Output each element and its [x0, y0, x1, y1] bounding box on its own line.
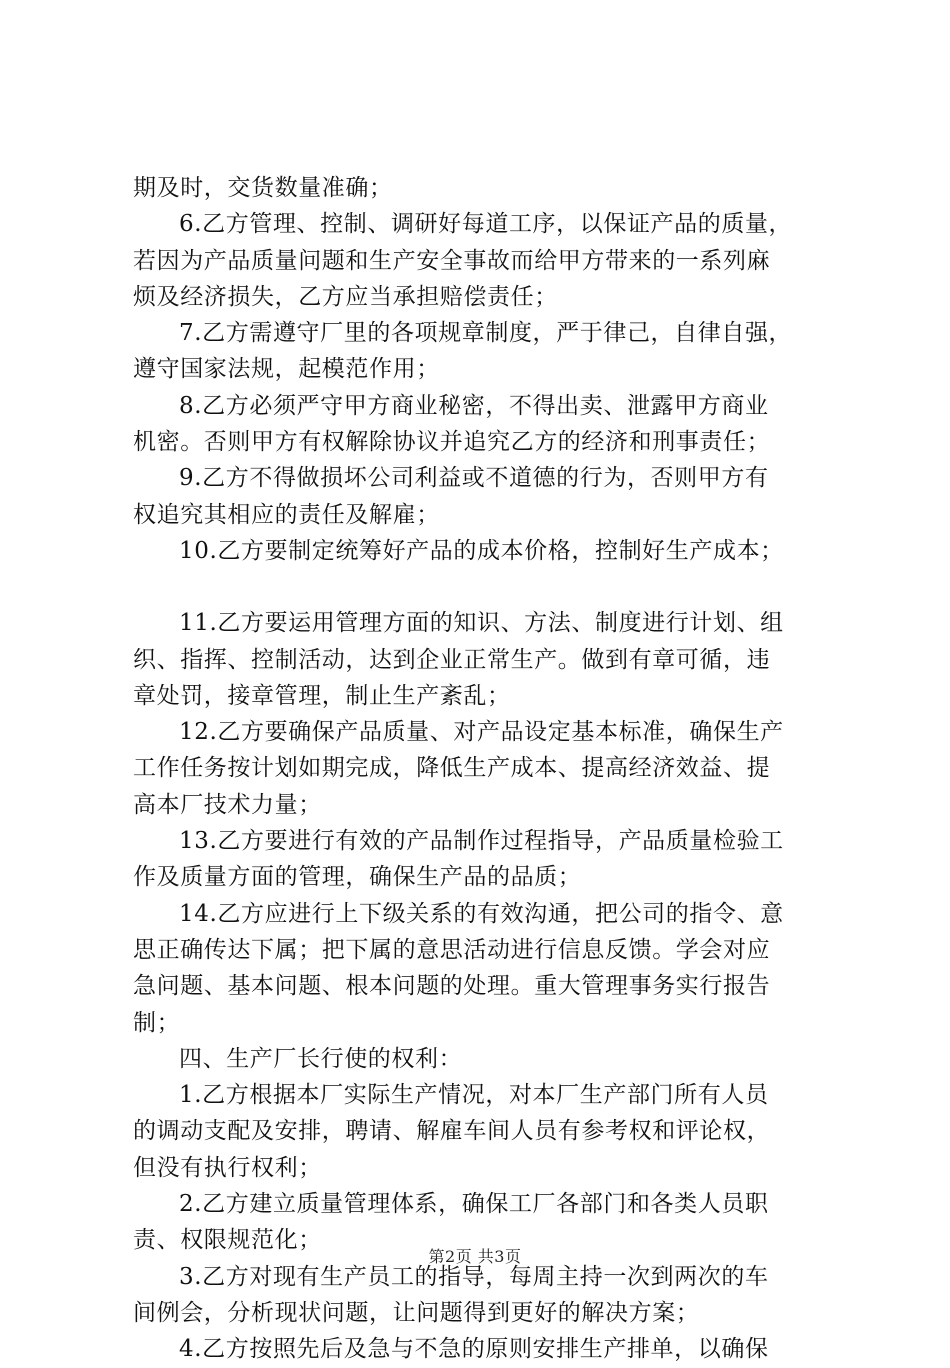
clause-14-line-3: 急问题、基本问题、根本问题的处理。重大管理事务实行报告	[133, 973, 771, 1000]
right-2-line-2: 责、权限规范化；	[133, 1227, 322, 1254]
clause-8-line-2: 机密。否则甲方有权解除协议并追究乙方的经济和刑事责任；	[133, 429, 771, 456]
right-2-line-1: 2.乙方建立质量管理体系，确保工厂各部门和各类人员职	[179, 1191, 769, 1218]
clause-14-line-2: 思正确传达下属；把下属的意思活动进行信息反馈。学会对应	[133, 936, 771, 963]
clause-8-line-1: 8.乙方必须严守甲方商业秘密，不得出卖、泄露甲方商业	[179, 392, 769, 419]
right-3-line-2: 间例会，分析现状问题，让问题得到更好的解决方案；	[133, 1299, 700, 1326]
paragraph-gap	[133, 569, 833, 605]
right-1-line-1: 1.乙方根据本厂实际生产情况，对本厂生产部门所有人员	[179, 1082, 769, 1109]
clause-9-line-2: 权追究其相应的责任及解雇；	[133, 501, 440, 528]
clause-10-line-1: 10.乙方要制定统筹好产品的成本价格，控制好生产成本；	[179, 537, 784, 564]
clause-12-line-1: 12.乙方要确保产品质量、对产品设定基本标准，确保生产	[179, 719, 784, 746]
right-4-line-1: 4.乙方按照先后及急与不急的原则安排生产排单，以确保	[179, 1336, 769, 1363]
clause-6-line-3: 烦及经济损失，乙方应当承担赔偿责任；	[133, 283, 558, 310]
clause-7-line-2: 遵守国家法规，起模范作用；	[133, 356, 440, 383]
clause-12-line-2: 工作任务按计划如期完成，降低生产成本、提高经济效益、提	[133, 755, 771, 782]
text-line: 期及时，交货数量准确；	[133, 175, 393, 201]
clause-6-line-1: 6.乙方管理、控制、调研好每道工序，以保证产品的质量，	[179, 211, 793, 238]
clause-14-line-1: 14.乙方应进行上下级关系的有效沟通，把公司的指令、意	[179, 900, 784, 927]
clause-11-line-3: 章处罚，接章管理，制止生产紊乱；	[133, 682, 511, 709]
page-number-footer: 第2页 共3页	[428, 1247, 522, 1266]
clause-11-line-1: 11.乙方要运用管理方面的知识、方法、制度进行计划、组	[179, 610, 784, 637]
right-1-line-3: 但没有执行权利；	[133, 1154, 322, 1181]
clause-13-line-1: 13.乙方要进行有效的产品制作过程指导，产品质量检验工	[179, 828, 784, 855]
right-1-line-2: 的调动支配及安排，聘请、解雇车间人员有参考权和评论权，	[133, 1118, 771, 1145]
clause-14-line-4: 制；	[133, 1009, 181, 1036]
clause-6-line-2: 若因为产品质量问题和生产安全事故而给甲方带来的一系列麻	[133, 247, 771, 274]
section-heading: 四、生产厂长行使的权利：	[179, 1045, 463, 1072]
clause-12-line-3: 高本厂技术力量；	[133, 791, 322, 818]
clause-13-line-2: 作及质量方面的管理，确保生产品的品质；	[133, 864, 582, 891]
document-body	[133, 170, 833, 1368]
right-3-line-1: 3.乙方对现有生产员工的指导，每周主持一次到两次的车	[179, 1263, 769, 1290]
clause-11-line-2: 织、指挥、控制活动，达到企业正常生产。做到有章可循，违	[133, 646, 771, 673]
clause-9-line-1: 9.乙方不得做损坏公司利益或不道德的行为，否则甲方有	[179, 465, 769, 492]
clause-7-line-1: 7.乙方需遵守厂里的各项规章制度，严于律己，自律自强，	[179, 320, 793, 347]
